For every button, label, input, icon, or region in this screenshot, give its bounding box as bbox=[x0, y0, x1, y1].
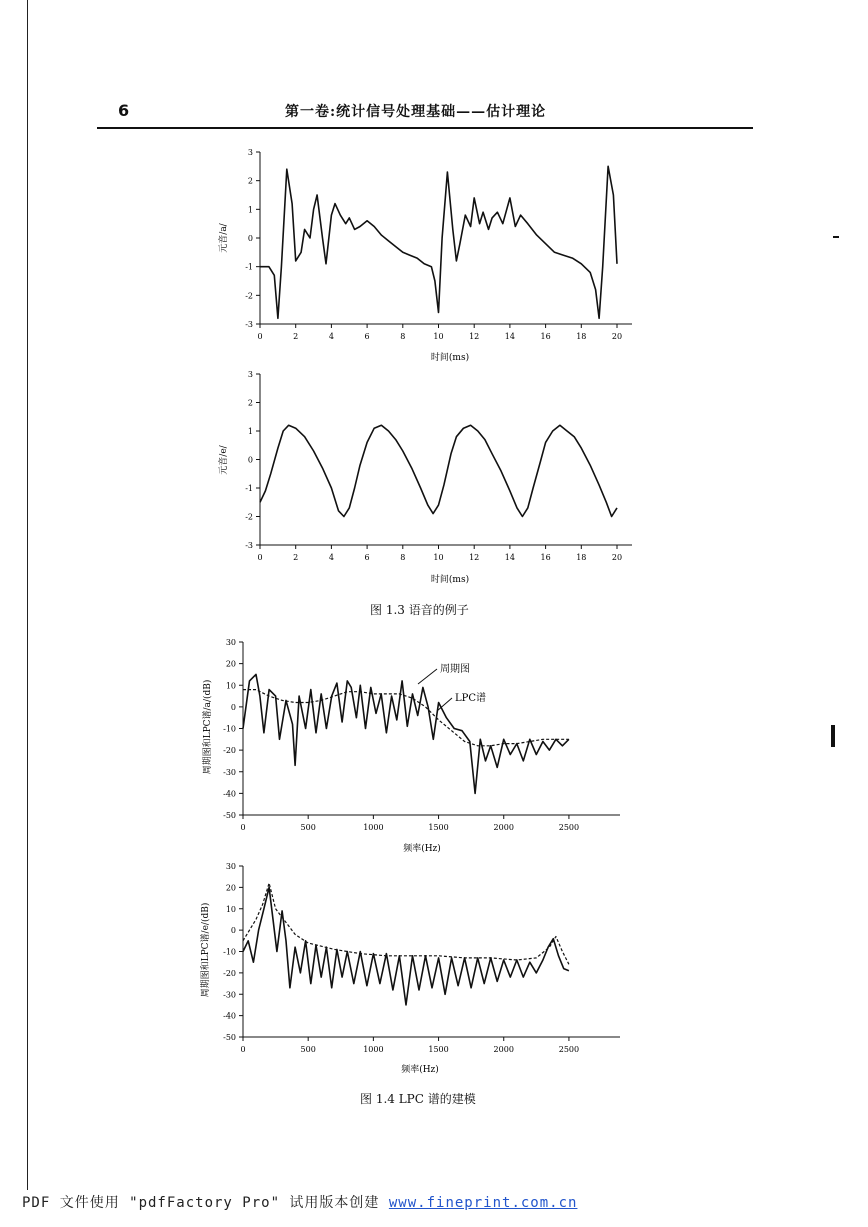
y-tick-label: 2 bbox=[247, 398, 253, 408]
x-tick-label: 0 bbox=[257, 553, 263, 562]
series-line bbox=[260, 425, 617, 516]
y-tick-label: -30 bbox=[223, 990, 236, 1000]
x-axis-label: 时间(ms) bbox=[430, 575, 470, 585]
x-tick-label: 2 bbox=[293, 332, 299, 341]
y-tick-label: -3 bbox=[245, 320, 253, 329]
y-axis-label: 元音/e/ bbox=[219, 445, 229, 475]
x-tick-label: 500 bbox=[300, 823, 316, 832]
y-tick-label: 0 bbox=[230, 926, 236, 936]
x-tick-label: 6 bbox=[364, 553, 370, 562]
chart-vowel-e-waveform bbox=[217, 370, 632, 585]
y-tick-label: -30 bbox=[223, 767, 236, 777]
x-tick-label: 500 bbox=[300, 1045, 316, 1054]
x-tick-label: 18 bbox=[576, 553, 587, 562]
y-tick-label: 0 bbox=[247, 455, 253, 465]
x-tick-label: 14 bbox=[504, 332, 515, 341]
x-tick-label: 6 bbox=[364, 332, 370, 341]
x-tick-label: 2000 bbox=[493, 823, 514, 832]
series-line bbox=[260, 166, 617, 318]
x-tick-label: 1500 bbox=[428, 823, 449, 832]
annotation-label: 周期图 bbox=[440, 664, 470, 675]
lpc-spectrum-line bbox=[243, 883, 569, 964]
y-tick-label: -50 bbox=[223, 1033, 236, 1042]
x-tick-label: 1500 bbox=[428, 1045, 449, 1054]
y-tick-label: 30 bbox=[225, 862, 236, 871]
y-tick-label: -10 bbox=[223, 724, 236, 734]
x-tick-label: 0 bbox=[257, 332, 263, 341]
y-axis-label: 元音/a/ bbox=[219, 223, 229, 253]
chart-vowel-a-spectrum bbox=[201, 638, 620, 854]
y-tick-label: -20 bbox=[223, 968, 236, 978]
annotation-label: LPC谱 bbox=[455, 693, 487, 704]
figure-1-4-caption: 图 1.4 LPC 谱的建模 bbox=[360, 1092, 476, 1106]
chart-vowel-a-waveform bbox=[217, 148, 632, 363]
y-tick-label: 0 bbox=[247, 234, 253, 243]
x-tick-label: 2 bbox=[293, 553, 299, 562]
x-tick-label: 14 bbox=[504, 553, 515, 562]
x-tick-label: 8 bbox=[400, 553, 406, 562]
x-tick-label: 0 bbox=[240, 1045, 246, 1054]
y-tick-label: 1 bbox=[247, 427, 253, 436]
x-tick-label: 16 bbox=[540, 332, 551, 341]
x-tick-label: 10 bbox=[433, 332, 444, 341]
x-tick-label: 1000 bbox=[363, 1045, 384, 1054]
y-tick-label: -2 bbox=[245, 512, 253, 522]
x-tick-label: 18 bbox=[576, 332, 587, 341]
y-tick-label: 30 bbox=[225, 638, 236, 647]
x-tick-label: 1000 bbox=[363, 823, 384, 832]
series-line bbox=[243, 674, 569, 793]
annotation-arrow bbox=[418, 669, 437, 684]
pdf-footer bbox=[22, 1192, 577, 1212]
x-tick-label: 8 bbox=[400, 332, 406, 341]
chart-vowel-e-spectrum bbox=[199, 862, 620, 1075]
x-tick-label: 20 bbox=[611, 553, 623, 562]
y-tick-label: 1 bbox=[247, 205, 253, 215]
y-tick-label: 3 bbox=[247, 370, 253, 379]
y-tick-label: -1 bbox=[245, 484, 253, 493]
x-tick-label: 2000 bbox=[493, 1045, 514, 1054]
x-tick-label: 4 bbox=[328, 553, 334, 562]
x-tick-label: 2500 bbox=[558, 823, 580, 832]
page-number: 6 bbox=[118, 101, 130, 120]
x-tick-label: 10 bbox=[433, 553, 444, 562]
y-tick-label: -40 bbox=[223, 789, 236, 799]
y-tick-label: -20 bbox=[223, 746, 236, 756]
y-tick-label: 2 bbox=[247, 176, 253, 186]
y-tick-label: 10 bbox=[225, 681, 236, 691]
x-tick-label: 12 bbox=[469, 332, 480, 341]
edge-artifact bbox=[831, 725, 835, 747]
edge-artifact bbox=[833, 236, 839, 238]
y-tick-label: -40 bbox=[223, 1011, 236, 1021]
y-tick-label: -10 bbox=[223, 947, 236, 957]
footer-text: PDF 文件使用 "pdfFactory Pro" 试用版本创建 bbox=[22, 1195, 389, 1211]
y-tick-label: 20 bbox=[225, 883, 236, 893]
y-tick-label: -1 bbox=[245, 262, 253, 272]
x-tick-label: 20 bbox=[611, 332, 623, 341]
x-tick-label: 4 bbox=[328, 332, 334, 341]
footer-link[interactable]: www.fineprint.com.cn bbox=[388, 1195, 578, 1211]
x-tick-label: 0 bbox=[240, 823, 246, 832]
y-tick-label: -2 bbox=[245, 291, 253, 301]
x-axis-label: 时间(ms) bbox=[430, 353, 470, 363]
y-tick-label: 3 bbox=[247, 148, 253, 157]
running-head: 第一卷:统计信号处理基础——估计理论 bbox=[285, 104, 547, 120]
figure-1-3-caption: 图 1.3 语音的例子 bbox=[370, 603, 469, 617]
x-tick-label: 2500 bbox=[558, 1045, 580, 1054]
y-tick-label: 10 bbox=[225, 904, 236, 914]
y-axis-label: 周期图和LPC谱/e/(dB) bbox=[201, 902, 211, 998]
y-axis-label: 周期图和LPC谱/a/(dB) bbox=[203, 679, 213, 775]
y-tick-label: 0 bbox=[230, 702, 236, 712]
series-line bbox=[243, 887, 569, 1005]
x-tick-label: 16 bbox=[540, 553, 551, 562]
x-axis-label: 频率(Hz) bbox=[403, 844, 441, 854]
y-tick-label: -3 bbox=[245, 541, 253, 550]
x-axis-label: 频率(Hz) bbox=[401, 1065, 439, 1075]
y-tick-label: 20 bbox=[225, 659, 236, 669]
y-tick-label: -50 bbox=[223, 811, 236, 820]
x-tick-label: 12 bbox=[469, 553, 480, 562]
